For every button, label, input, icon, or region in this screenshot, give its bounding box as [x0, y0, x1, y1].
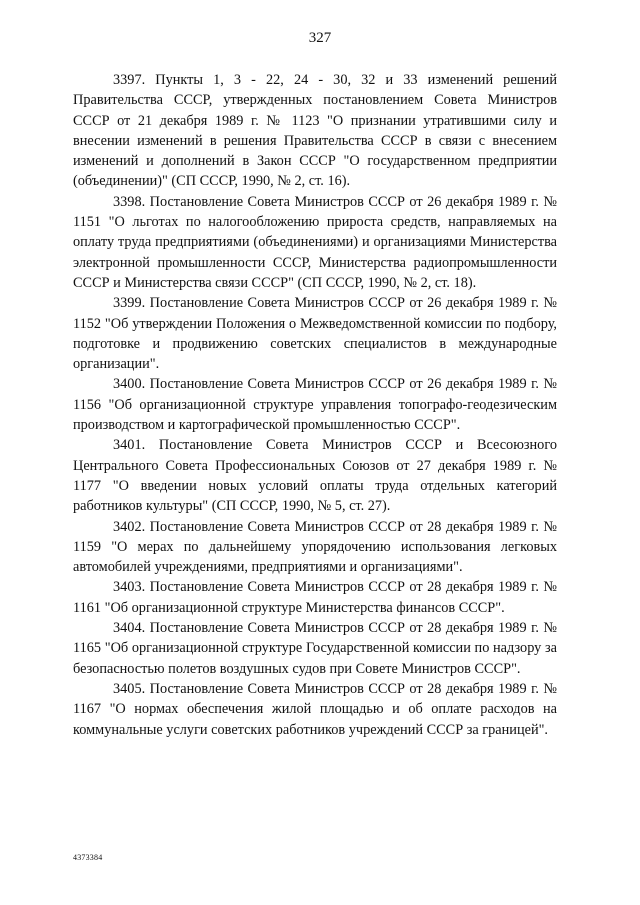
- list-item: 3400. Постановление Совета Министров СССР от 26 декабря 1989 г. № 1156 "Об организационной структуре управления топографо-геодезическим производством и картографической промышленностью СССР".: [73, 376, 557, 434]
- document-code: 4373384: [73, 853, 103, 862]
- page-number: 327: [308, 30, 332, 46]
- document-body: [73, 70, 557, 740]
- list-item: 3404. Постановление Совета Министров СССР от 28 декабря 1989 г. № 1165 "Об организационной структуре Государственной комиссии по надзору за безопасностью полетов воздушных судов при Совете Министров СССР".: [73, 620, 557, 677]
- list-item: 3405. Постановление Совета Министров СССР от 28 декабря 1989 г. № 1167 "О нормах обеспечения жилой площадью и об оплате расходов на коммунальные услуги советских работников учреждений СССР за границей".: [73, 680, 557, 738]
- list-item: 3403. Постановление Совета Министров СССР от 28 декабря 1989 г. № 1161 "Об организационной структуре Министерства финансов СССР".: [73, 579, 557, 616]
- list-item: 3398. Постановление Совета Министров СССР от 26 декабря 1989 г. № 1151 "О льготах по налогообложению прироста средств, направляемых на оплату труда предприятиями (объединениями) и организациями Министерства электронной промышленности СССР, Министерства радиопромышленности СССР и Министерства связи СССР" (СП СССР, 1990, № 2, ст. 18).: [73, 193, 557, 291]
- list-item: 3401. Постановление Совета Министров СССР и Всесоюзного Центрального Совета Профессиональных Союзов от 27 декабря 1989 г. № 1177 "О введении новых условий оплаты труда отдельных категорий работников культуры" (СП СССР, 1990, № 5, ст. 27).: [73, 437, 557, 515]
- list-item: 3402. Постановление Совета Министров СССР от 28 декабря 1989 г. № 1159 "О мерах по дальнейшему упорядочению использования легковых автомобилей учреждениями, предприятиями и организациями".: [73, 518, 557, 576]
- list-item: 3399. Постановление Совета Министров СССР от 26 декабря 1989 г. № 1152 "Об утверждении Положения о Межведомственной комиссии по подбору, подготовке и продвижению советских специалистов в международные организации".: [73, 295, 557, 373]
- list-item: 3397. Пункты 1, 3 - 22, 24 - 30, 32 и 33 изменений решений Правительства СССР, утвержденных постановлением Совета Министров СССР от 21 декабря 1989 г. № 1123 "О признании утратившими силу и внесении изменений в решения Правительства СССР в связи с внесением изменений и дополнений в Закон СССР "О государственном предприятии (объединении)" (СП СССР, 1990, № 2, ст. 16).: [73, 72, 557, 190]
